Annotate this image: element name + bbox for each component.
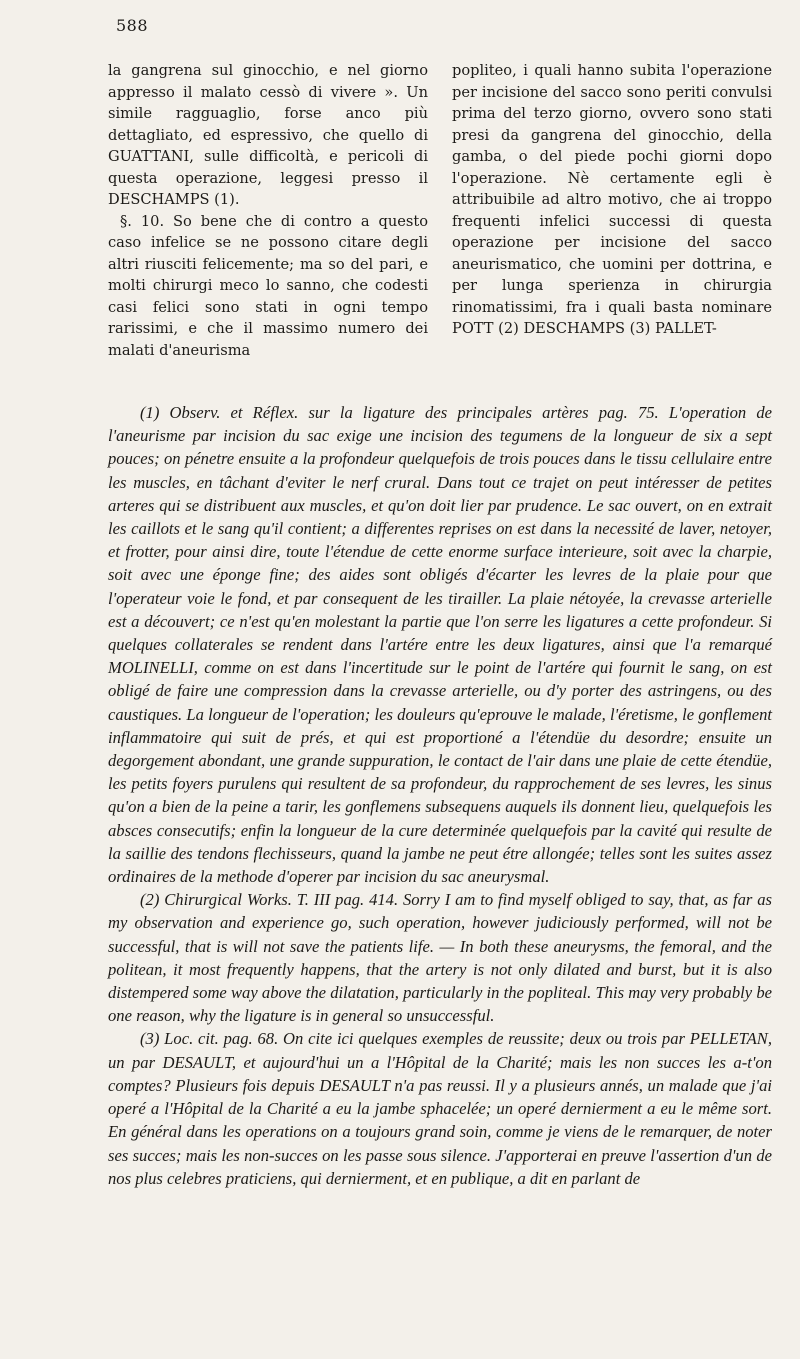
body-columns: [108, 60, 772, 361]
right-column: [452, 60, 772, 361]
footnotes: [108, 401, 772, 1190]
footnote-3: (3) Loc. cit. pag. 68. On cite ici quelques exemples de reussite; deux ou trois par PELLETAN, un par DESAULT, et aujourd'hui un a l'Hôpital de la Charité; mais les non succes les a-t'on comptes? Plusieurs fois depuis DESAULT n'a pas reussi. Il y a plusieurs annés, un malade que j'ai operé a l'Hôpital de la Charité a eu la jambe sphacelée; un operé dernierment a eu le même sort. En général dans les operations on a toujours grand soin, comme je viens de le remarquer, de noter ses succes; mais les non-succes on les passe sous silence. J'apporterai en preuve l'assertion d'un de nos plus celebres praticiens, qui dernierment, et en publique, a dit en parlant de: [108, 1029, 772, 1188]
paragraph: popliteo, i quali hanno subita l'operazione per incisione del sacco sono periti convulsi prima del terzo giorno, ovvero sono stati presi da gangrena del ginocchio, della gamba, o del piede pochi giorni dopo l'operazione. Nè certamente egli è attribuibile ad altro motivo, che ai troppo frequenti infelici successi di questa operazione per incisione del sacco aneurismatico, che uomini per dottrina, e per lunga sperienza in chirurgia rinomatissimi, fra i quali basta nominare POTT (2) DESCHAMPS (3) PALLET-: [452, 62, 772, 337]
paragraph: la gangrena sul ginocchio, e nel giorno appresso il malato cessò di vivere ». Un simile ragguaglio, forse anco più dettagliato, ed espressivo, che quello di GUATTANI, sulle difficoltà, e pericoli di questa operazione, leggesi presso il DESCHAMPS (1).: [108, 62, 428, 208]
footnote-2: (2) Chirurgical Works. T. III pag. 414. Sorry I am to find myself obliged to say, that, as far as my observation and experience go, such operation, however judiciously performed, will not be successful, that is will not save the patients life. — In both these aneurysms, the femoral, and the politean, it most frequently happens, that the artery is not only dilated and burst, but it is also distempered some way above the dilatation, particularly in the popliteal. This may very probably be one reason, why the ligature is in general so unsuccessful.: [108, 890, 772, 1026]
footnote-1: (1) Observ. et Réflex. sur la ligature des principales artères pag. 75. L'operation de l'aneurisme par incision du sac exige une incision des tegumens de la longueur de six a sept pouces; on pénetre ensuite a la profondeur quelquefois de trois pouces dans le tissu cellulaire entre les muscles, en tâchant d'eviter le nerf crural. Dans tout ce trajet on peut intéresser de petites arteres qui se distribuent aux muscles, et qu'on doit lier par prudence. Le sac ouvert, on en extrait les caillots et le sang qu'il contient; a differentes reprises on est dans la necessité de laver, netoyer, et frotter, pour ainsi dire, toute l'étendue de cette enorme surface interieure, soit avec la charpie, soit avec une éponge fine; des aides sont obligés d'écarter les levres de la plaie pour que l'operateur voie le fond, et par consequent de les tirailler. La plaie nétoyée, la crevasse arterielle est a découvert; ce n'est qu'en molestant la partie que l'on serre les ligatures a cette profondeur. Si quelques collaterales se rendent dans l'artére entre les deux ligatures, ainsi que l'a remarqué MOLINELLI, comme on est dans l'incertitude sur le point de l'artére qui fournit le sang, on est obligé de faire une compression dans la crevasse arterielle, ou d'y porter des astringens, ou des caustiques. La longueur de l'operation; les douleurs qu'eprouve le malade, l'éretisme, le gonflement inflammatoire qui suit de prés, et qui est proportioné a l'étendüe du desordre; ensuite un degorgement abondant, une grande suppuration, le contact de l'air dans une plaie de cette étendüe, les petits foyers purulens qui resultent de sa profondeur, du rapprochement de ses levres, les sinus qu'on a bien de la peine a tarir, les gonflemens subsequens auquels ils donnent lieu, quelquefois les absces consecutifs; enfin la longueur de la cure determinée quelquefois par la cavité qui resulte de la saillie des tendons flechisseurs, quand la jambe ne peut étre allongée; telles sont les suites assez ordinaires de la methode d'operer par incision du sac aneurysmal.: [108, 403, 772, 887]
paragraph-section-10: §. 10. So bene che di contro a questo caso infelice se ne possono citare degli altri riusciti felicemente; ma so del pari, e molti chirurgi meco lo sanno, che codesti casi felici sono stati in ogni tempo rarissimi, e che il massimo numero dei malati d'aneurisma: [108, 212, 428, 359]
left-column: [108, 60, 428, 361]
page-number: 588: [116, 16, 149, 35]
